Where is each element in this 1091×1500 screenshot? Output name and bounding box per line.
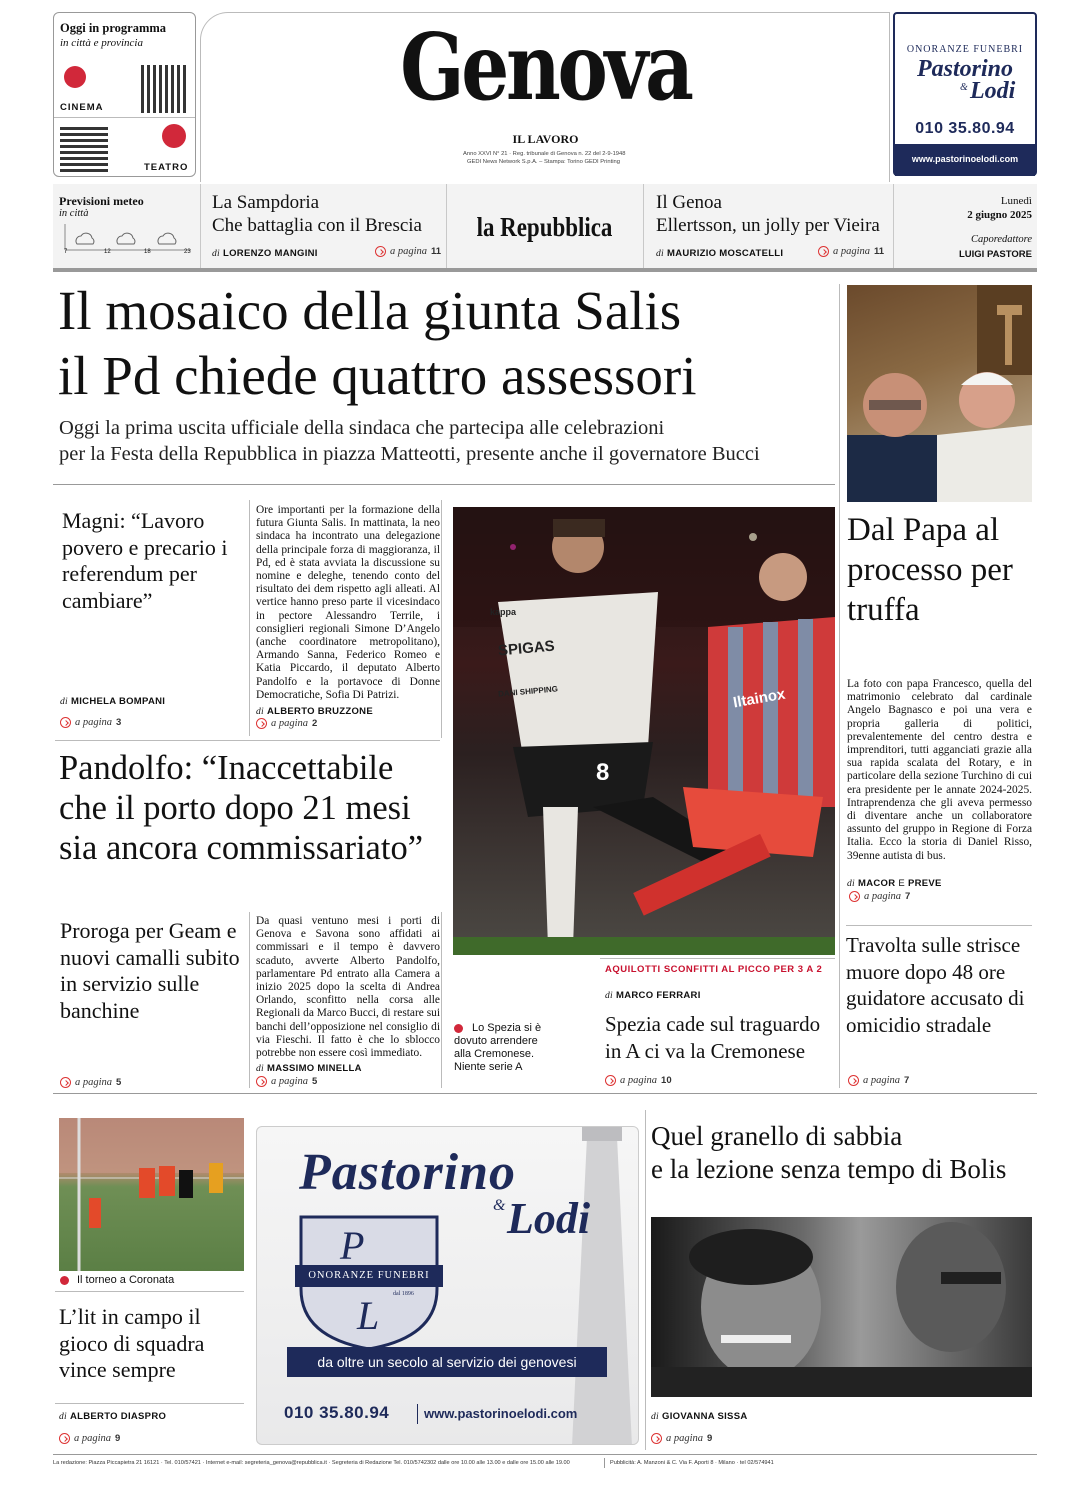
lead-headline-2[interactable]: il Pd chiede quattro assessori	[58, 345, 697, 406]
cloud-icon	[76, 233, 176, 244]
funeral-ad-big[interactable]	[256, 1126, 639, 1445]
lit-photo[interactable]	[59, 1118, 244, 1271]
giunta-byline: di ALBERTO BRUZZONE	[256, 706, 373, 717]
ad-big-brand: Pastorino	[299, 1144, 517, 1201]
lit-headline[interactable]: L’lit in campo il gioco di squadra vince sempre	[59, 1304, 205, 1382]
spezia-kicker: AQUILOTTI SCONFITTI AL PICCO PER 3 A 2	[605, 964, 823, 975]
shield-icon	[295, 1211, 443, 1351]
ad-brand: Pastorino	[916, 56, 1014, 82]
photo-text-kappa: kappa	[490, 607, 517, 617]
footer-divider	[604, 1458, 605, 1468]
ad-big-brand2: Lodi	[507, 1194, 591, 1243]
meteo-hour-3: 18	[144, 249, 151, 255]
sampdoria-headline[interactable]: Che battaglia con il Brescia	[212, 215, 422, 236]
caporedattore-name: LUIGI PASTORE	[958, 249, 1032, 260]
repubblica-logo: la Repubblica	[476, 212, 613, 242]
papa-photo-art	[847, 285, 1032, 502]
ad-line1: ONORANZE FUNEBRI	[906, 44, 1024, 55]
arrow-icon	[60, 1077, 71, 1088]
arrow-icon	[848, 1075, 859, 1086]
arrow-icon	[59, 1433, 70, 1444]
teatro-label[interactable]: TEATRO	[144, 162, 189, 173]
ad-seal-year: dal 1896	[393, 1291, 414, 1297]
travolta-headline[interactable]: Travolta sulle strisce muore dopo 48 ore guidatore accusato di omicidio stradale	[846, 933, 1025, 1037]
ad-big-phone: 010 35.80.94	[284, 1403, 390, 1422]
genoa-title[interactable]: Il Genoa	[656, 192, 722, 213]
magni-headline[interactable]: Magni: “Lavoro povero e precario i referendum per cambiare”	[62, 508, 228, 613]
pandolfo-headline[interactable]: Pandolfo: “Inaccettabile che il porto dopo 21 mesi sia ancora commissariato”	[59, 749, 424, 867]
bolis-headline-2[interactable]: e la lezione senza tempo di Bolis	[651, 1154, 1007, 1184]
programma-subtitle: in città e provincia	[60, 37, 143, 49]
ad-phone: 010 35.80.94	[915, 120, 1015, 137]
ad-big-divider	[417, 1404, 418, 1424]
ad-big-tagline: da oltre un secolo al servizio dei genovesi	[287, 1347, 607, 1377]
genoa-page-ref[interactable]: a pagina 11	[818, 246, 884, 257]
geam-page-ref[interactable]: a pagina 5	[60, 1077, 121, 1088]
travolta-page-ref[interactable]: a pagina 7	[848, 1075, 909, 1086]
papa-text: La foto con papa Francesco, quella del matrimonio celebrato dal cardinale Angelo Bagnasco e poi una vera e propria galleria di politici, prevalentemente del centro destra e imprenditori, tutti agganciati grazie alla sua rapida scalata del Rotary, e in particolare della sezione Turchino di cui era presidente per le annate 2024-2025. Intraprendenza che gli aveva permesso di diventare anche un collaboratore assunto del gruppo in Regione di Forza Italia. Ecco la storia di Daniel Risso, 39enne autista di bus.	[847, 678, 1032, 862]
lit-caption-dot	[60, 1276, 69, 1285]
magni-page-ref[interactable]: a pagina 3	[60, 717, 121, 728]
weather-icons	[63, 224, 193, 260]
lit-page-ref[interactable]: a pagina 9	[59, 1433, 120, 1444]
giunta-page-ref[interactable]: a pagina 2	[256, 718, 317, 729]
papa-page-ref[interactable]: a pagina 7	[849, 891, 910, 902]
spezia-headline[interactable]: Spezia cade sul traguardo in A ci va la Cremonese	[605, 1012, 821, 1063]
funeral-ad-top[interactable]	[893, 12, 1037, 176]
newspaper-subtitle: IL LAVORO	[512, 132, 579, 146]
cinema-label[interactable]: CINEMA	[60, 102, 104, 113]
spezia-photo[interactable]	[453, 507, 835, 955]
lit-caption: Il torneo a Coronata	[77, 1274, 175, 1286]
fine-print-2: GEDI News Network S.p.A. – Stampa: Torino GEDI Printing	[467, 159, 620, 165]
sampdoria-title[interactable]: La Sampdoria	[212, 192, 320, 213]
sampdoria-byline: di LORENZO MANGINI	[212, 248, 318, 259]
footer-left: La redazione: Piazza Piccapietra 21 16121 · Tel. 010/57421 · Internet e-mail: segreteria_genova@repubblica.it · Segreteria di Redazione Tel. 010/5742302 dalle ore 10.00 alle 13.00 e dalle ore 15.00 alle 19.00	[53, 1460, 570, 1466]
arrow-icon	[256, 1076, 267, 1087]
meteo-hour-4: 23	[184, 249, 191, 255]
spezia-byline: di MARCO FERRARI	[605, 990, 701, 1001]
arrow-icon	[651, 1433, 662, 1444]
photo-text-dani: DANI SHIPPING	[497, 684, 559, 699]
arrow-icon	[60, 717, 71, 728]
meteo-hour-2: 12	[104, 249, 111, 255]
arrow-icon	[256, 718, 267, 729]
spezia-page-ref[interactable]: a pagina 10	[605, 1075, 672, 1086]
ad-amp: &	[960, 82, 968, 93]
arrow-icon	[849, 891, 860, 902]
fine-print-1: Anno XXVI N° 21 · Reg. tribunale di Genova n. 22 del 2-9-1948	[463, 151, 626, 157]
lead-deck-1: Oggi la prima uscita ufficiale della sindaca che partecipa alle celebrazioni	[59, 417, 665, 439]
spezia-kicker-rule	[600, 958, 835, 959]
ad-seal-text: ONORANZE FUNEBRI	[308, 1270, 430, 1281]
issue-date: 2 giugno 2025	[967, 209, 1032, 221]
photo-text-number: 8	[596, 759, 610, 786]
papa-headline[interactable]: Dal Papa al processo per truffa	[847, 512, 1013, 628]
svg-text:P: P	[340, 1223, 365, 1268]
issue-day: Lunedì	[1000, 195, 1032, 207]
giunta-text: Ore importanti per la formazione della futura Giunta Salis. In mattinata, la neo sindaca ha incontrato una delegazione della principale forza di maggioranza, il Pd, ed è stata avviata la discussione su nomine e deleghe, tenendo conto del risultato dei dem rispetto agli alleati. Al vertice hanno preso parte il vicesindaco in pectore Alessandro Terrile, i consiglieri regionali Simone D’Angelo (anche coordinatore metropolitano), Armando Sanna, Federico Romeo e Katia Piccardo, il deputato Alberto Pandolfo e la portavoce di Donne Democratiche, Sofia Di Patrizi.	[256, 504, 440, 701]
bolis-photo[interactable]	[651, 1217, 1032, 1397]
lead-headline-1[interactable]: Il mosaico della giunta Salis	[58, 280, 682, 341]
arrow-icon	[818, 246, 829, 257]
ad-big-amp: &	[493, 1197, 506, 1214]
meteo-subtitle: in città	[59, 208, 89, 219]
papa-photo[interactable]	[847, 285, 1032, 502]
bolis-byline: di GIOVANNA SISSA	[651, 1411, 748, 1422]
lit-byline: di ALBERTO DIASPRO	[59, 1411, 167, 1422]
photo-text-sponsor: Iltainox	[731, 685, 787, 712]
meteo-chart	[63, 224, 193, 260]
ad-url: www.pastorinoelodi.com	[895, 144, 1035, 176]
ad-big-url: www.pastorinoelodi.com	[424, 1406, 578, 1421]
bolis-photo-art	[651, 1217, 1032, 1397]
spezia-photo-art	[453, 507, 835, 955]
pandolfo-byline: di MASSIMO MINELLA	[256, 1063, 362, 1074]
meteo-hour-1: 7	[64, 249, 68, 255]
newspaper-title: Genova	[400, 13, 691, 121]
papa-byline: di MACOR E PREVE	[847, 878, 942, 889]
ad-brand2: Lodi	[970, 78, 1016, 104]
genoa-headline[interactable]: Ellertsson, un jolly per Vieira	[656, 215, 880, 236]
arrow-icon	[605, 1075, 616, 1086]
svg-text:L: L	[357, 1293, 380, 1338]
lit-photo-art	[59, 1118, 244, 1271]
magni-byline: di MICHELA BOMPANI	[60, 696, 166, 707]
pandolfo-text: Da quasi ventuno mesi i porti di Genova e Savona sono affidati ai commissari e il tempo è davvero scaduto, avverte Alberto Pandolfo, parlamentare Pd entrato alla Camera a inizio 2025 dopo la scelta di Andrea Orlando, sconfitto nella corsa alle Regionali da Marco Bucci, di restare sui banchi dell’opposizione nel consiglio di via Fieschi. Il fatto è che lo sblocco potrebbe non essere così immediato.	[256, 915, 440, 1060]
caporedattore-label: Caporedattore	[970, 234, 1032, 245]
footer-right: Pubblicità: A. Manzoni & C. Via F. Aporti 8 · Milano · tel 02/574941	[610, 1460, 774, 1466]
sampdoria-page-ref[interactable]: a pagina 11	[375, 246, 441, 257]
programma-title: Oggi in programma	[60, 21, 167, 35]
genoa-byline: di MAURIZIO MOSCATELLI	[656, 248, 784, 259]
photo-text-spigas: SPIGAS	[497, 637, 556, 660]
arrow-icon	[375, 246, 386, 257]
lead-deck-2: per la Festa della Repubblica in piazza Matteotti, presente anche il governatore Bucci	[59, 443, 760, 465]
meteo-title: Previsioni meteo	[59, 194, 144, 208]
pandolfo-page-ref[interactable]: a pagina 5	[256, 1076, 317, 1087]
bolis-headline-1[interactable]: Quel granello di sabbia	[651, 1121, 903, 1151]
ad-seal	[295, 1211, 443, 1351]
geam-headline[interactable]: Proroga per Geam e nuovi camalli subito in servizio sulle banchine	[60, 918, 240, 1023]
spezia-caption: Lo Spezia si è dovuto arrendere alla Cremonese. Niente serie A	[454, 1022, 542, 1073]
bolis-page-ref[interactable]: a pagina 9	[651, 1433, 712, 1444]
cinema-icon[interactable]	[64, 66, 86, 88]
